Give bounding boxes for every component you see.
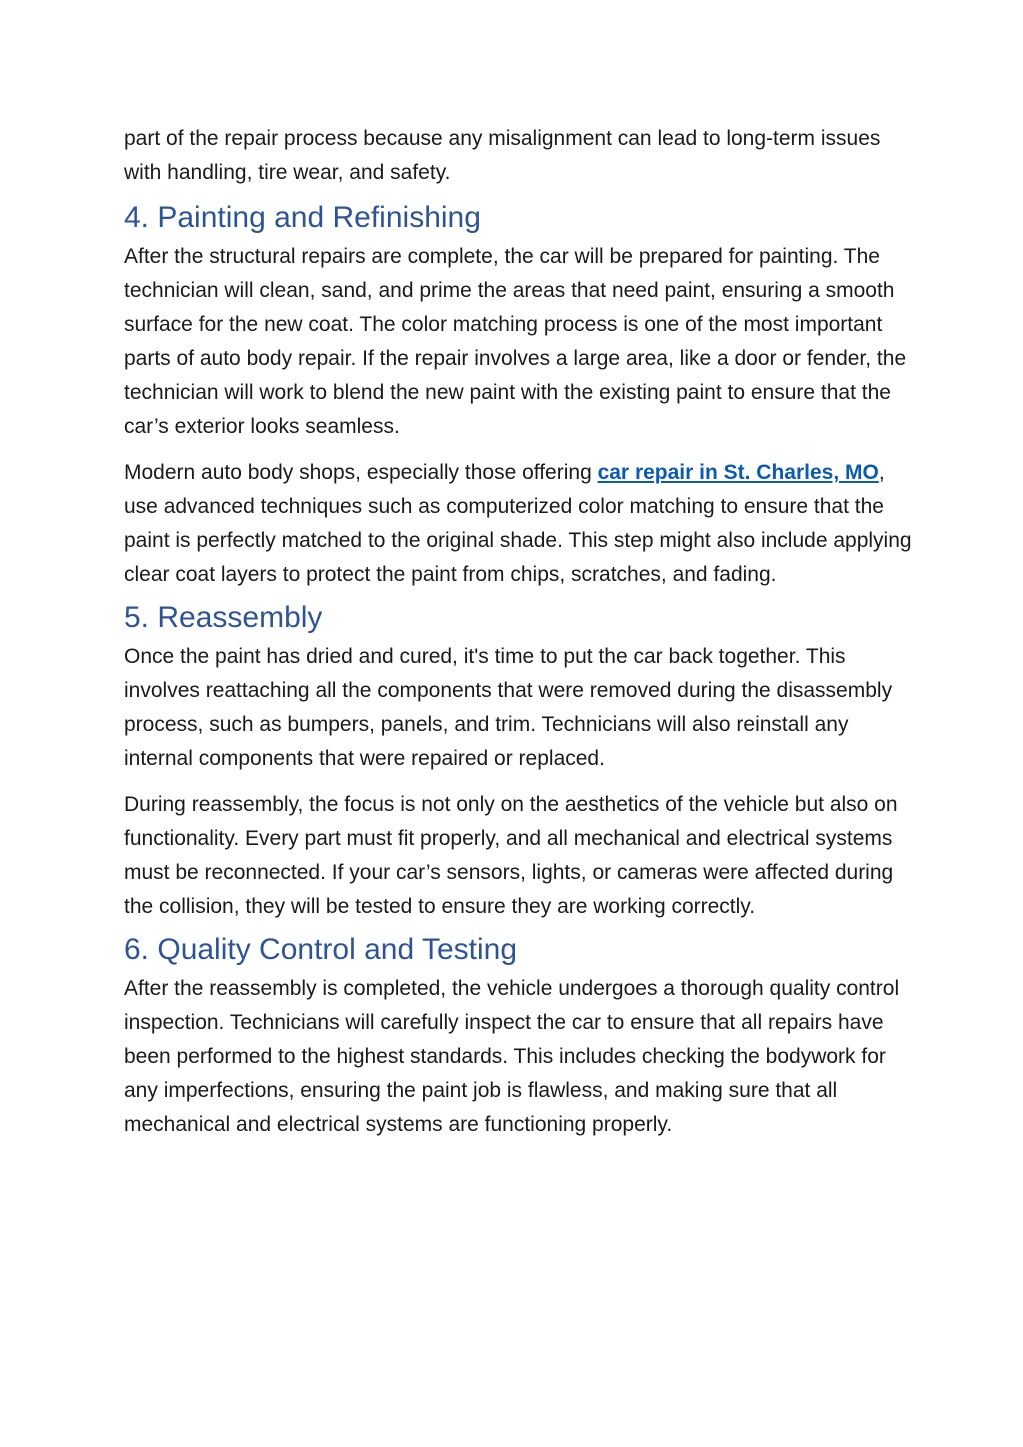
reassembly-paragraph-1: Once the paint has dried and cured, it's time to put the car back together. This involves reattaching all the components that were removed during the disassembly process, such as bumpers, panels, and trim. Technicians will also reinstall any internal components that were repaired or replaced. bbox=[124, 645, 893, 770]
painting-paragraph-1: After the structural repairs are complete, the car will be prepared for painting. The technician will clean, sand, and prime the areas that need paint, ensuring a smooth surface for the new coat. The color matching process is one of the most important parts of auto body repair. If the repair involves a large area, like a door or fender, the technician will work to blend the new paint with the existing paint to ensure that the car’s exterior looks seamless. bbox=[124, 245, 907, 438]
reassembly-paragraph-2: During reassembly, the focus is not only on the aesthetics of the vehicle but also on functionality. Every part must fit properly, and all mechanical and electrical systems must be reconnected. If your car’s sensors, lights, or cameras were affected during the collision, they will be tested to ensure they are working correctly. bbox=[124, 793, 898, 918]
quality-control-paragraph: After the reassembly is completed, the vehicle undergoes a thorough quality control inspection. Technicians will carefully inspect the car to ensure that all repairs have been performed to the highest standards. This includes checking the bodywork for any imperfections, ensuring the paint job is flawless, and making sure that all mechanical and electrical systems are functioning properly. bbox=[124, 977, 900, 1136]
heading-reassembly: 5. Reassembly bbox=[124, 601, 323, 634]
painting-paragraph-2 bbox=[124, 456, 914, 592]
painting-paragraph-2-after: , use advanced techniques such as computerized color matching to ensure that the paint is perfectly matched to the original shade. This step might also include applying clear coat layers to protect the paint from chips, scratches, and fading. bbox=[124, 461, 912, 586]
heading-painting-refinishing: 4. Painting and Refinishing bbox=[124, 201, 481, 234]
painting-paragraph-2-before: Modern auto body shops, especially those offering bbox=[124, 461, 598, 484]
car-repair-link[interactable]: car repair in St. Charles, MO bbox=[597, 461, 879, 484]
heading-quality-control: 6. Quality Control and Testing bbox=[124, 933, 518, 966]
document-page bbox=[124, 122, 914, 1142]
intro-paragraph: part of the repair process because any misalignment can lead to long-term issues with handling, tire wear, and safety. bbox=[124, 127, 881, 184]
